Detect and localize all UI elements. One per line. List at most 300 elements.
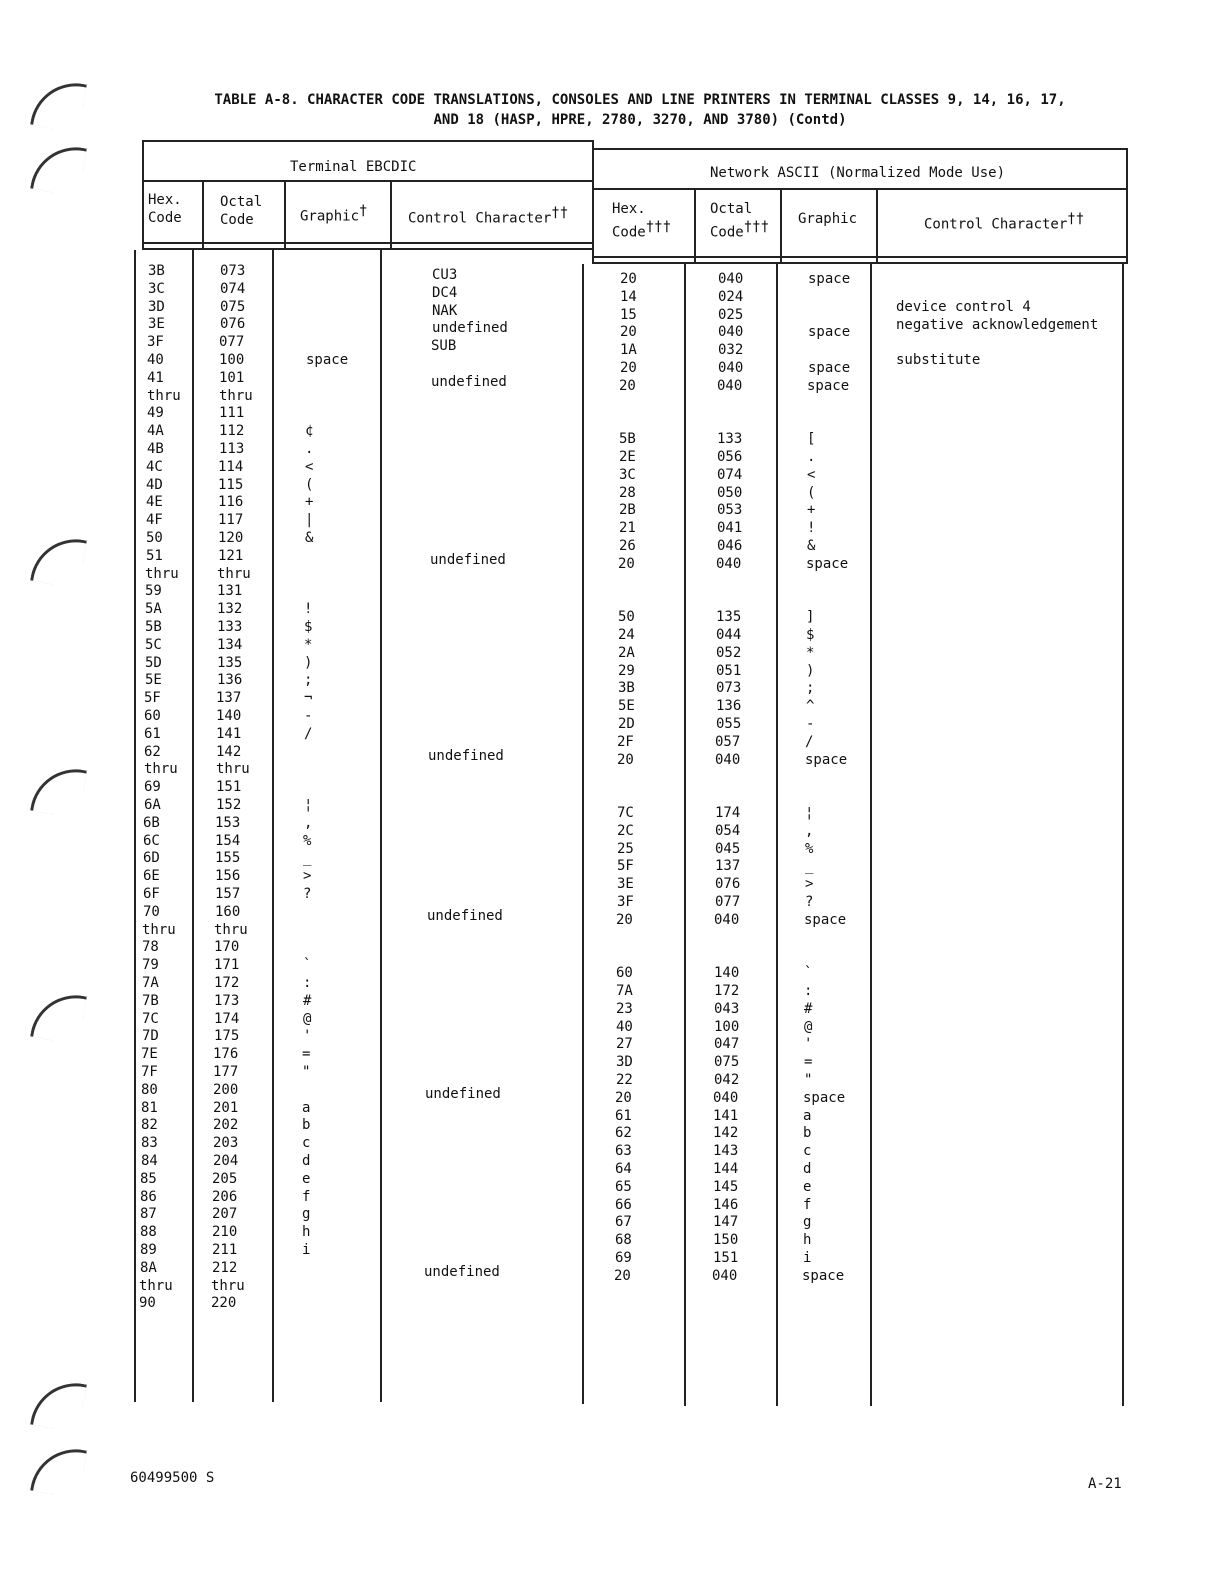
cell-graphic: % [303, 833, 312, 849]
cell-hex-code: 41 [147, 370, 164, 386]
rule [142, 140, 144, 250]
cell-net-octal-code: 043 [714, 1001, 740, 1017]
col-header-net-hex-code: Hex. Code††† [612, 201, 672, 241]
cell-net-octal-code: 046 [717, 538, 743, 554]
cell-net-hex-code: 20 [620, 360, 637, 376]
cell-net-graphic: a [803, 1108, 812, 1124]
cell-net-graphic: ! [807, 520, 816, 536]
cell-graphic: * [304, 637, 313, 653]
cell-net-hex-code: 20 [616, 912, 633, 928]
cell-net-octal-code: 100 [714, 1019, 740, 1035]
cell-net-octal-code: 135 [716, 609, 742, 625]
cell-octal-code: 177 [213, 1064, 239, 1080]
rule [380, 250, 382, 1402]
rule [780, 188, 782, 264]
cell-net-hex-code: 2E [619, 449, 636, 465]
cell-net-hex-code: 7A [616, 983, 633, 999]
cell-net-octal-code: 172 [714, 983, 740, 999]
cell-graphic: ( [305, 477, 314, 493]
cell-graphic: + [305, 494, 314, 510]
cell-hex-code: 90 [139, 1295, 156, 1311]
cell-net-hex-code: 60 [616, 965, 633, 981]
cell-graphic: a [302, 1100, 311, 1116]
cell-net-graphic: ¦ [805, 805, 814, 821]
rule [592, 148, 1126, 150]
cell-hex-code: 6B [143, 815, 160, 831]
cell-hex-code: 62 [144, 744, 161, 760]
cell-net-octal-code: 040 [716, 556, 742, 572]
cell-net-hex-code: 69 [615, 1250, 632, 1266]
cell-octal-code: 152 [216, 797, 242, 813]
cell-net-hex-code: 20 [620, 271, 637, 287]
cell-octal-code: 205 [212, 1171, 238, 1187]
cell-net-hex-code: 20 [619, 378, 636, 394]
cell-net-hex-code: 3E [617, 876, 634, 892]
cell-net-octal-code: 050 [717, 485, 743, 501]
cell-control-character: CU3 [432, 267, 458, 283]
cell-octal-code: 176 [213, 1046, 239, 1062]
binder-hole-icon [30, 988, 87, 1045]
cell-octal-code: 156 [215, 868, 241, 884]
cell-net-octal-code: 040 [712, 1268, 738, 1284]
cell-net-hex-code: 20 [614, 1268, 631, 1284]
cell-net-octal-code: 040 [717, 378, 743, 394]
cell-octal-code: 120 [218, 530, 244, 546]
cell-net-hex-code: 66 [615, 1197, 632, 1213]
rule [582, 264, 584, 1404]
rule [876, 188, 878, 264]
cell-octal-code: 206 [212, 1189, 238, 1205]
cell-graphic: ¦ [304, 797, 313, 813]
cell-net-graphic: e [803, 1179, 812, 1195]
cell-graphic: : [303, 975, 312, 991]
cell-net-graphic: > [805, 876, 814, 892]
rule [694, 188, 696, 264]
rule [390, 180, 392, 250]
cell-graphic: ¬ [304, 690, 313, 706]
cell-net-octal-code: 140 [714, 965, 740, 981]
cell-octal-code: 137 [216, 690, 242, 706]
cell-net-hex-code: 68 [615, 1232, 632, 1248]
cell-hex-code: 4D [146, 477, 163, 493]
cell-net-hex-code: 5E [618, 698, 635, 714]
cell-net-octal-code: 024 [718, 289, 744, 305]
cell-graphic: ' [303, 1028, 312, 1044]
cell-octal-code: 207 [212, 1206, 238, 1222]
cell-net-graphic: ' [804, 1036, 813, 1052]
cell-hex-code: 49 [147, 405, 164, 421]
cell-octal-code: thru [214, 922, 248, 938]
cell-net-graphic: f [803, 1197, 812, 1213]
cell-octal-code: 134 [217, 637, 243, 653]
cell-net-graphic: space [808, 360, 851, 376]
cell-hex-code: 59 [145, 583, 162, 599]
cell-net-hex-code: 21 [619, 520, 636, 536]
rule [776, 264, 778, 1406]
cell-hex-code: 7C [142, 1011, 159, 1027]
cell-net-graphic: % [805, 841, 814, 857]
rule [142, 180, 592, 182]
cell-graphic: ; [304, 672, 313, 688]
cell-hex-code: 6D [143, 850, 160, 866]
cell-octal-code: 142 [216, 744, 242, 760]
col-header-control-character: Control Character†† [408, 205, 569, 227]
cell-net-hex-code: 5B [619, 431, 636, 447]
cell-hex-code: 86 [140, 1189, 157, 1205]
col-header-net-graphic: Graphic [798, 211, 858, 227]
cell-hex-code: 84 [141, 1153, 158, 1169]
cell-net-hex-code: 3D [616, 1054, 633, 1070]
cell-octal-code: 212 [212, 1260, 238, 1276]
cell-graphic: # [303, 993, 312, 1009]
cell-net-graphic: space [807, 378, 850, 394]
cell-graphic: > [303, 868, 312, 884]
binder-hole-icon [30, 76, 87, 133]
cell-hex-code: 5B [145, 619, 162, 635]
cell-graphic: e [302, 1171, 311, 1187]
cell-octal-code: 076 [220, 316, 246, 332]
cell-octal-code: 111 [219, 405, 245, 421]
cell-graphic: f [302, 1189, 311, 1205]
cell-hex-code: 89 [140, 1242, 157, 1258]
cell-net-octal-code: 137 [715, 858, 741, 874]
col-header-net-control-character: Control Character†† [924, 211, 1085, 233]
cell-hex-code: 4F [146, 512, 163, 528]
cell-hex-code: thru [139, 1278, 173, 1294]
rule [142, 242, 592, 244]
cell-net-hex-code: 2C [617, 823, 634, 839]
cell-hex-code: 4B [147, 441, 164, 457]
cell-hex-code: 7A [142, 975, 159, 991]
cell-octal-code: 204 [213, 1153, 239, 1169]
cell-net-graphic: = [804, 1054, 813, 1070]
cell-net-octal-code: 044 [716, 627, 742, 643]
cell-hex-code: 5F [144, 690, 161, 706]
col-header-graphic: Graphic† [300, 203, 368, 225]
cell-octal-code: 135 [217, 655, 243, 671]
cell-control-character: SUB [431, 338, 457, 354]
cell-net-graphic: * [806, 645, 815, 661]
cell-graphic: / [304, 726, 313, 742]
cell-net-graphic: c [803, 1143, 812, 1159]
cell-net-octal-code: 147 [713, 1214, 739, 1230]
cell-hex-code: 79 [142, 957, 159, 973]
cell-octal-code: 171 [214, 957, 240, 973]
cell-octal-code: 100 [219, 352, 245, 368]
cell-octal-code: 075 [220, 299, 246, 315]
rule [202, 180, 204, 250]
cell-net-hex-code: 2A [618, 645, 635, 661]
rule [870, 264, 872, 1406]
cell-hex-code: 6F [143, 886, 160, 902]
cell-hex-code: 5D [145, 655, 162, 671]
cell-net-octal-code: 146 [713, 1197, 739, 1213]
cell-hex-code: 3B [148, 263, 165, 279]
cell-hex-code: 6A [144, 797, 161, 813]
cell-net-octal-code: 076 [715, 876, 741, 892]
cell-graphic: . [305, 441, 314, 457]
cell-hex-code: 8A [140, 1260, 157, 1276]
cell-net-graphic: ` [804, 965, 813, 981]
cell-net-hex-code: 22 [616, 1072, 633, 1088]
cell-net-hex-code: 50 [618, 609, 635, 625]
rule [592, 140, 594, 264]
cell-net-graphic: ) [806, 663, 815, 679]
cell-net-octal-code: 042 [714, 1072, 740, 1088]
cell-net-graphic: d [803, 1161, 812, 1177]
binder-hole-icon [30, 762, 87, 819]
cell-net-octal-code: 051 [716, 663, 742, 679]
cell-graphic: ` [303, 957, 312, 973]
cell-net-octal-code: 077 [715, 894, 741, 910]
cell-net-graphic: space [808, 324, 851, 340]
cell-hex-code: 50 [146, 530, 163, 546]
cell-octal-code: 074 [220, 281, 246, 297]
cell-hex-code: 81 [141, 1100, 158, 1116]
cell-net-octal-code: 040 [714, 912, 740, 928]
cell-hex-code: 61 [144, 726, 161, 742]
binder-hole-icon [30, 140, 87, 197]
cell-graphic: $ [304, 619, 313, 635]
cell-octal-code: 155 [215, 850, 241, 866]
cell-control-character: undefined [427, 908, 503, 924]
page-number: A-21 [1088, 1476, 1122, 1492]
cell-octal-code: 101 [219, 370, 245, 386]
cell-hex-code: 6C [143, 833, 160, 849]
col-header-net-octal-code: Octal Code††† [710, 201, 770, 241]
cell-net-octal-code: 055 [716, 716, 742, 732]
cell-net-hex-code: 24 [618, 627, 635, 643]
cell-net-graphic: < [807, 467, 816, 483]
cell-octal-code: 200 [213, 1082, 239, 1098]
cell-hex-code: 3D [148, 299, 165, 315]
cell-octal-code: thru [216, 761, 250, 777]
cell-net-octal-code: 032 [718, 342, 744, 358]
cell-control-character: undefined [425, 1086, 501, 1102]
group-header-network: Network ASCII (Normalized Mode Use) [710, 165, 1006, 181]
cell-net-octal-code: 056 [717, 449, 743, 465]
cell-hex-code: 4A [147, 423, 164, 439]
cell-octal-code: 077 [219, 334, 245, 350]
cell-hex-code: 40 [147, 352, 164, 368]
cell-net-hex-code: 20 [615, 1090, 632, 1106]
cell-net-hex-code: 2D [618, 716, 635, 732]
cell-graphic: @ [303, 1011, 312, 1027]
cell-graphic: ! [304, 601, 313, 617]
col-header-hex-code: Hex. Code [148, 192, 182, 226]
cell-control-character: DC4 [432, 285, 458, 301]
cell-octal-code: 160 [215, 904, 241, 920]
cell-hex-code: thru [145, 566, 179, 582]
cell-hex-code: 88 [140, 1224, 157, 1240]
cell-net-octal-code: 025 [718, 307, 744, 323]
cell-net-hex-code: 14 [620, 289, 637, 305]
cell-graphic: d [302, 1153, 311, 1169]
cell-octal-code: 170 [214, 939, 240, 955]
cell-graphic: - [304, 708, 313, 724]
cell-octal-code: 121 [218, 548, 244, 564]
cell-octal-code: 175 [214, 1028, 240, 1044]
cell-net-graphic: space [802, 1268, 845, 1284]
cell-net-octal-code: 040 [715, 752, 741, 768]
cell-control-character: undefined [428, 748, 504, 764]
cell-net-hex-code: 7C [617, 805, 634, 821]
cell-net-hex-code: 63 [615, 1143, 632, 1159]
cell-net-octal-code: 040 [718, 360, 744, 376]
document-number: 60499500 S [130, 1470, 215, 1486]
cell-hex-code: 5A [145, 601, 162, 617]
cell-graphic: = [302, 1046, 311, 1062]
cell-net-graphic: space [808, 271, 851, 287]
cell-hex-code: 5C [145, 637, 162, 653]
cell-net-control-character: substitute [896, 352, 981, 368]
rule [1126, 148, 1128, 264]
cell-octal-code: 203 [213, 1135, 239, 1151]
binder-hole-icon [30, 1442, 87, 1499]
cell-net-control-character: device control 4 [896, 299, 1031, 315]
cell-hex-code: 85 [140, 1171, 157, 1187]
cell-graphic: < [305, 459, 314, 475]
table-title-line1: TABLE A-8. CHARACTER CODE TRANSLATIONS, CONSOLES AND LINE PRINTERS IN TERMINAL CLASSES 9, 14, 16, 17, [214, 92, 1066, 108]
col-header-octal-code: Octal Code [220, 194, 263, 228]
cell-net-hex-code: 61 [615, 1108, 632, 1124]
cell-octal-code: 136 [217, 672, 243, 688]
cell-net-octal-code: 136 [716, 698, 742, 714]
cell-graphic: c [302, 1135, 311, 1151]
cell-graphic: i [302, 1242, 311, 1258]
cell-graphic: " [302, 1064, 311, 1080]
cell-hex-code: thru [144, 761, 178, 777]
cell-octal-code: 201 [213, 1100, 239, 1116]
cell-hex-code: 5E [145, 672, 162, 688]
cell-net-hex-code: 27 [616, 1036, 633, 1052]
cell-hex-code: 3F [147, 334, 164, 350]
cell-octal-code: 115 [218, 477, 244, 493]
cell-octal-code: 210 [212, 1224, 238, 1240]
cell-net-hex-code: 25 [617, 841, 634, 857]
cell-net-graphic: ? [805, 894, 814, 910]
cell-octal-code: thru [219, 388, 253, 404]
cell-net-hex-code: 1A [620, 342, 637, 358]
cell-hex-code: 87 [140, 1206, 157, 1222]
cell-net-graphic: " [804, 1072, 813, 1088]
cell-net-graphic: space [805, 752, 848, 768]
cell-net-graphic: _ [805, 858, 814, 874]
cell-net-hex-code: 3F [617, 894, 634, 910]
cell-net-octal-code: 045 [715, 841, 741, 857]
cell-hex-code: thru [142, 922, 176, 938]
cell-net-octal-code: 143 [713, 1143, 739, 1159]
rule [592, 262, 1126, 264]
cell-hex-code: 7F [141, 1064, 158, 1080]
cell-octal-code: 113 [219, 441, 245, 457]
cell-net-graphic: ] [806, 609, 815, 625]
cell-hex-code: 70 [143, 904, 160, 920]
cell-net-graphic: [ [807, 431, 816, 447]
cell-net-octal-code: 052 [716, 645, 742, 661]
cell-net-octal-code: 040 [718, 324, 744, 340]
cell-net-octal-code: 174 [715, 805, 741, 821]
cell-control-character: undefined [424, 1264, 500, 1280]
cell-octal-code: 202 [213, 1117, 239, 1133]
cell-graphic: space [306, 352, 349, 368]
cell-octal-code: 174 [214, 1011, 240, 1027]
cell-net-graphic: , [805, 823, 814, 839]
rule [284, 180, 286, 250]
rule [142, 248, 592, 250]
cell-control-character: undefined [431, 374, 507, 390]
cell-net-graphic: space [803, 1090, 846, 1106]
cell-octal-code: 132 [217, 601, 243, 617]
cell-net-hex-code: 40 [616, 1019, 633, 1035]
cell-octal-code: 211 [212, 1242, 238, 1258]
cell-hex-code: 4C [146, 459, 163, 475]
cell-net-hex-code: 29 [618, 663, 635, 679]
cell-octal-code: 140 [216, 708, 242, 724]
cell-net-hex-code: 20 [620, 324, 637, 340]
cell-net-octal-code: 133 [717, 431, 743, 447]
cell-octal-code: thru [217, 566, 251, 582]
cell-net-octal-code: 054 [715, 823, 741, 839]
cell-net-graphic: h [803, 1232, 812, 1248]
cell-net-graphic: # [804, 1001, 813, 1017]
binder-hole-icon [30, 1376, 87, 1433]
cell-net-octal-code: 047 [714, 1036, 740, 1052]
cell-control-character: NAK [432, 303, 458, 319]
cell-net-hex-code: 64 [615, 1161, 632, 1177]
cell-net-graphic: space [804, 912, 847, 928]
cell-graphic: | [305, 512, 314, 528]
cell-net-graphic: ^ [806, 698, 815, 714]
cell-net-octal-code: 141 [713, 1108, 739, 1124]
cell-net-hex-code: 26 [619, 538, 636, 554]
cell-net-graphic: g [803, 1214, 812, 1230]
cell-net-hex-code: 5F [617, 858, 634, 874]
cell-octal-code: 131 [217, 583, 243, 599]
table-title-line2: AND 18 (HASP, HPRE, 2780, 3270, AND 3780) (Contd) [433, 112, 847, 128]
cell-net-octal-code: 142 [713, 1125, 739, 1141]
cell-hex-code: 4E [146, 494, 163, 510]
cell-net-control-character: negative acknowledgement [896, 317, 1099, 333]
cell-net-hex-code: 20 [618, 556, 635, 572]
cell-graphic: & [305, 530, 314, 546]
rule [272, 250, 274, 1402]
cell-graphic: h [302, 1224, 311, 1240]
cell-octal-code: 117 [218, 512, 244, 528]
cell-octal-code: 073 [220, 263, 246, 279]
cell-net-hex-code: 67 [615, 1214, 632, 1230]
cell-octal-code: 114 [218, 459, 244, 475]
group-header-terminal: Terminal EBCDIC [290, 159, 417, 175]
cell-hex-code: 7B [142, 993, 159, 1009]
cell-net-hex-code: 23 [616, 1001, 633, 1017]
cell-net-hex-code: 65 [615, 1179, 632, 1195]
cell-octal-code: 173 [214, 993, 240, 1009]
cell-net-hex-code: 2F [617, 734, 634, 750]
cell-net-graphic: @ [804, 1019, 813, 1035]
cell-hex-code: thru [147, 388, 181, 404]
cell-net-octal-code: 040 [718, 271, 744, 287]
table-title [150, 90, 1130, 130]
rule [142, 140, 592, 142]
cell-hex-code: 83 [141, 1135, 158, 1151]
cell-octal-code: thru [211, 1278, 245, 1294]
cell-net-octal-code: 151 [713, 1250, 739, 1266]
rule [592, 256, 1126, 258]
cell-hex-code: 7D [142, 1028, 159, 1044]
cell-octal-code: 133 [217, 619, 243, 635]
cell-hex-code: 51 [146, 548, 163, 564]
